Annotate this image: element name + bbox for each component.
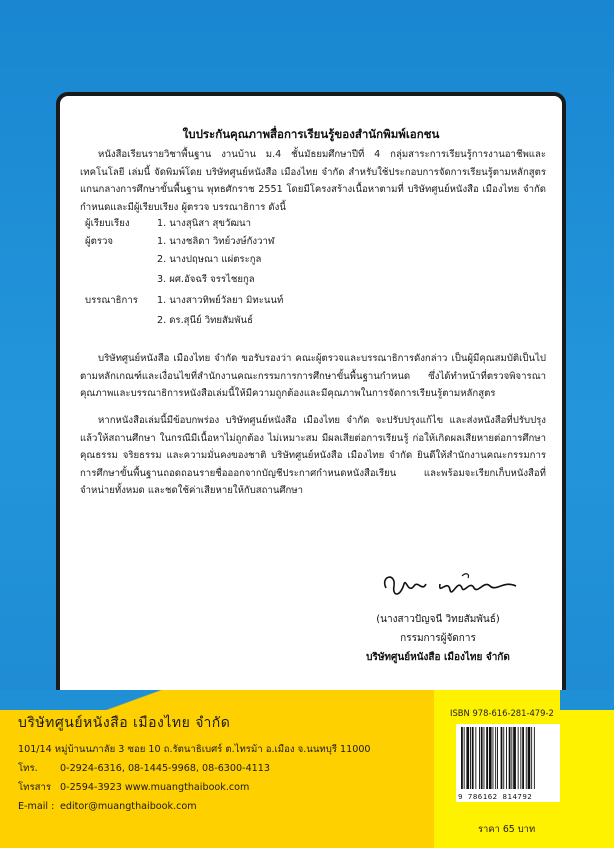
barcode-bar [495, 727, 496, 789]
credit-person: 1. นางชลิดา วิทย์วงษ์กังวาฬ [157, 236, 275, 247]
credit-person: 2. ดร.สุนีย์ วิทยสัมพันธ์ [157, 315, 253, 326]
isbn-number: ISBN 978-616-281-479-2 [450, 708, 554, 718]
fax-label: โทรสาร [18, 782, 52, 793]
barcode-bar [511, 727, 512, 789]
barcode-bar [513, 727, 516, 789]
credit-role: บรรณาธิการ [85, 295, 138, 306]
price-label: ราคา 65 บาท [478, 824, 536, 835]
barcode-bar [486, 727, 488, 789]
barcode-bar [497, 727, 498, 789]
barcode [456, 724, 560, 802]
bottom-band-accent-right [560, 690, 614, 710]
publisher-phone-line [18, 759, 371, 778]
credit-person: 1. นางสุนิสา สุขวัฒนา [157, 218, 251, 229]
signatory-company: บริษัทศูนย์หนังสือ เมืองไทย จำกัด [366, 652, 510, 663]
barcode-bar [479, 727, 480, 789]
email-label: E-mail : [18, 801, 55, 812]
barcode-bar [509, 727, 511, 789]
quality-certificate-panel [56, 92, 566, 707]
barcode-bar [528, 727, 531, 789]
signature-image [378, 566, 528, 606]
publisher-fax: 0-2594-3923 www.muangthaibook.com [60, 782, 250, 793]
signatory-block [338, 610, 538, 667]
barcode-bar [464, 727, 465, 789]
barcode-digits: 9 786162 814792 [458, 792, 533, 801]
barcode-bar [481, 727, 483, 789]
barcode-bar [520, 727, 521, 789]
publisher-phone: 0-2924-6316, 08-1445-9968, 08-6300-4113 [60, 763, 270, 774]
barcode-bar [506, 727, 507, 789]
barcode-bar [472, 727, 474, 789]
publisher-email-line [18, 797, 371, 816]
barcode-bar [475, 727, 476, 789]
credit-person: 3. ผศ.อัจฉรี จรรไชยกูล [157, 274, 255, 285]
barcode-bar [534, 727, 535, 789]
barcode-bar [526, 727, 527, 789]
liability-paragraph: หากหนังสือเล่มนี้มีข้อบกพร่อง บริษัทศูนย์หนังสือ เมืองไทย จำกัด จะปรับปรุงแก้ไข และส่งหนังสือที่ปรับปรุงแล้วให้สถานศึกษา ในกรณีมีเนื้อหาไม่ถูกต้อง ไม่เหมาะสม มีผลเสียต่อการเรียนรู้ ก่อให้เกิดผลเสียหายต่อการศึกษา คุณธรรม จริยธรรม และความมั่นคงของชาติ บริษัทศูนย์หนังสือ เมืองไทย จำกัด ยินดีให้สำนักงานคณะกรรมการการศึกษาขั้นพื้นฐานถอดถอนรายชื่อออกจากบัญชีประกาศกำหนดหนังสือเรียน และพร้อมจะเรียกเก็บหนังสือที่จำหน่ายทั้งหมด และชดใช้ค่าเสียหายให้กับสถานศึกษา [80, 415, 546, 496]
publisher-fax-line [18, 778, 371, 797]
credit-role: ผู้ตรวจ [85, 236, 114, 247]
barcode-bar [518, 727, 519, 789]
credit-role: ผู้เรียบเรียง [85, 218, 130, 229]
barcode-bar [503, 727, 504, 789]
intro-paragraph: หนังสือเรียนรายวิชาพื้นฐาน งานบ้าน ม.4 ชั้นมัธยมศึกษาปีที่ 4 กลุ่มสาระการเรียนรู้การงานอาชีพและเทคโนโลยี เล่มนี้ จัดพิมพ์โดย บริษัทศูนย์หนังสือ เมืองไทย จำกัด สำหรับใช้ประกอบการจัดการเรียนรู้ตามหลักสูตรแกนกลางการศึกษาขั้นพื้นฐาน พุทธศักราช 2551 โดยมีโครงสร้างเนื้อหาตามที่ บริษัทศูนย์หนังสือ เมืองไทย จำกัด กำหนดและมีผู้เรียบเรียง ผู้ตรวจ บรรณาธิการ ดังนี้ [80, 149, 546, 213]
certification-paragraph: บริษัทศูนย์หนังสือ เมืองไทย จำกัด ขอรับรองว่า คณะผู้ตรวจและบรรณาธิการดังกล่าว เป็นผู้มีคุณสมบัติเป็นไปตามหลักเกณฑ์และเงื่อนไขที่สำนักงานคณะกรรมการการศึกษาขั้นพื้นฐานกำหนด ซึ่งได้ทำหน้าที่ตรวจพิจารณาคุณภาพและบรรณาธิการหนังสือเล่มนี้ให้มีความถูกต้องและมีคุณภาพในการจัดการเรียนรู้ตามหลักสูตร [80, 353, 546, 399]
barcode-bar [531, 727, 532, 789]
page-title: ใบประกันคุณภาพสื่อการเรียนรู้ของสำนักพิมพ์เอกชน [182, 127, 440, 141]
publisher-address: 101/14 หมู่บ้านนภาลัย 3 ซอย 10 ถ.รัตนาธิเบศร์ ต.ไทรม้า อ.เมือง จ.นนทบุรี 11000 [18, 744, 371, 755]
signatory-position: กรรมการผู้จัดการ [400, 633, 476, 644]
barcode-bar [484, 727, 485, 789]
barcode-bar [466, 727, 469, 789]
phone-label: โทร. [18, 763, 38, 774]
signatory-name: (นางสาวปัญจนี วิทยสัมพันธ์) [376, 614, 500, 625]
barcode-bar [470, 727, 471, 789]
publisher-info [18, 712, 371, 816]
barcode-bars [459, 727, 557, 791]
barcode-bar [493, 727, 494, 789]
bottom-band-accent [0, 690, 300, 710]
publisher-name: บริษัทศูนย์หนังสือ เมืองไทย จำกัด [18, 715, 231, 731]
barcode-bar [501, 727, 503, 789]
barcode-bar [489, 727, 492, 789]
barcode-bar [522, 727, 524, 789]
publisher-email: editor@muangthaibook.com [60, 801, 197, 812]
barcode-bar [461, 727, 463, 789]
credit-person: 2. นางปฤษณา แผ่ตระกูล [157, 254, 262, 265]
credit-person: 1. นางสาวทิพย์วัลยา มิทะนนท์ [157, 295, 284, 306]
